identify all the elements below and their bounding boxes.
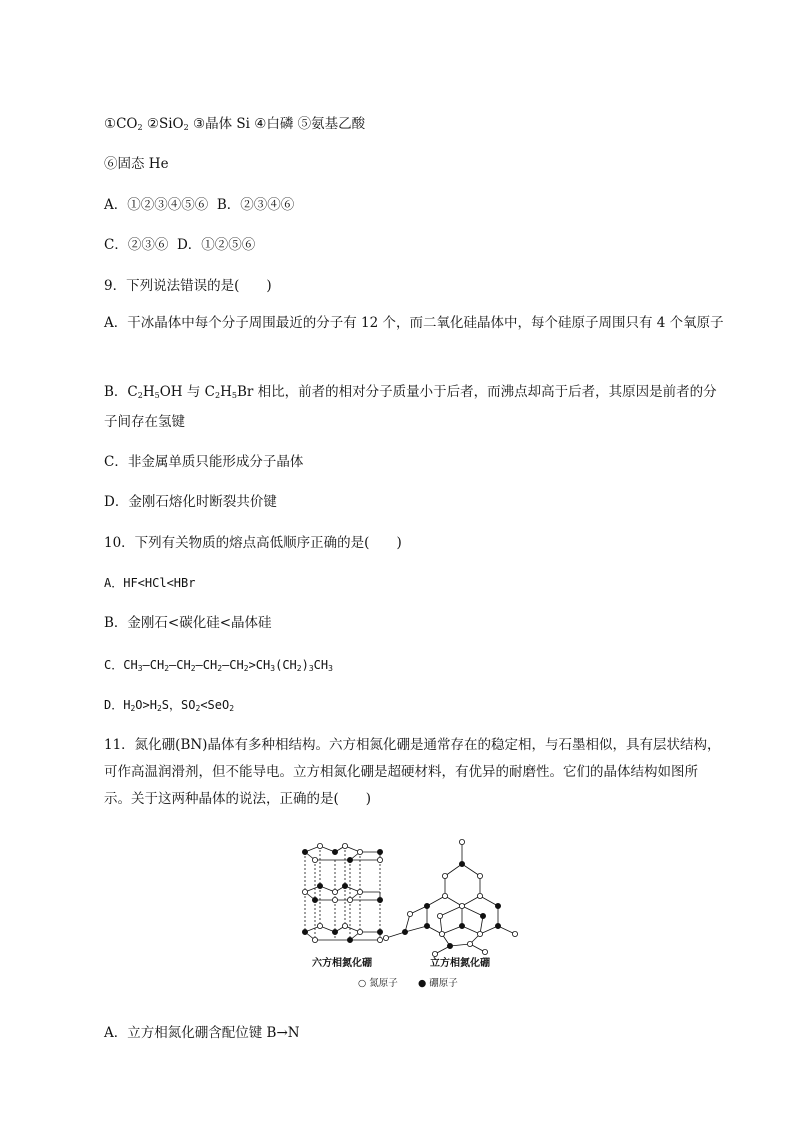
q8-options-ab bbox=[104, 195, 294, 215]
q8-items-line1: $①CO_2$ ②SiO$_2$ ③晶体 Si ④白磷 ⑤氨基乙酸 bbox=[104, 116, 366, 132]
q10-option-b: B．金刚石<碳化硅<晶体硅 bbox=[104, 615, 272, 631]
q10-option-c: C．$CH_3—CH_2—CH_2—CH_2—CH_2>CH_3(CH_2)_3CH_3$ bbox=[104, 658, 333, 673]
q8-options-cd bbox=[104, 235, 255, 255]
q10-option-a: A．HF<HCl<HBr bbox=[104, 576, 196, 590]
q8-option-a: A．①②③④⑤⑥ bbox=[104, 197, 209, 213]
q11-option-a: A．立方相氮化硼含配位键 B→N bbox=[104, 1025, 300, 1041]
hexagonal-bn-label: 六方相氮化硼 bbox=[312, 958, 372, 969]
q8-items-line2: ⑥固态 He bbox=[104, 156, 169, 172]
legend-boron: ● 硼原子 bbox=[418, 978, 458, 989]
cubic-bn-label: 立方相氮化硼 bbox=[430, 958, 490, 969]
bn-crystal-figure bbox=[290, 834, 535, 994]
q9-option-d: D．金刚石熔化时断裂共价键 bbox=[104, 494, 277, 510]
q8-option-b: B．②③④⑥ bbox=[216, 197, 295, 213]
q9-option-a: A．干冰晶体中每个分子周围最近的分子有 12 个，而二氧化硅晶体中，每个硅原子周围只有 4 个氧原子 bbox=[104, 315, 724, 331]
q10-option-d: D．$H_2O>H_2S$，$SO_2<SeO_2$ bbox=[104, 698, 235, 713]
q9-stem: 9．下列说法错误的是( ) bbox=[104, 278, 272, 294]
q9-option-c: C．非金属单质只能形成分子晶体 bbox=[104, 454, 304, 470]
q9-option-b: B．$C_2H_5OH$ 与 $C_2H_5Br$ 相比，前者的相对分子质量小于后者，而沸点却高于后者，其原因是前者的分子间存在氢键 bbox=[104, 384, 717, 430]
cubic-bn-structure bbox=[383, 839, 517, 956]
q10-stem: 10．下列有关物质的熔点高低顺序正确的是( ) bbox=[104, 535, 402, 551]
bn-structures-svg bbox=[290, 834, 535, 994]
hexagonal-bn-structure bbox=[302, 843, 382, 942]
q8-option-c: C．②③⑥ bbox=[104, 237, 169, 253]
q11-stem: 11．氮化硼(BN)晶体有多种相结构。六方相氮化硼是通常存在的稳定相，与石墨相似，具有层状结构，可作高温润滑剂，但不能导电。立方相氮化硼是超硬材料，有优异的耐磨性。它们的晶体结构如图所示。关于这两种晶体的说法，正确的是( ) bbox=[104, 737, 721, 807]
legend-nitrogen: ○ 氮原子 bbox=[358, 978, 398, 989]
q8-option-d: D．①②⑤⑥ bbox=[176, 237, 256, 253]
